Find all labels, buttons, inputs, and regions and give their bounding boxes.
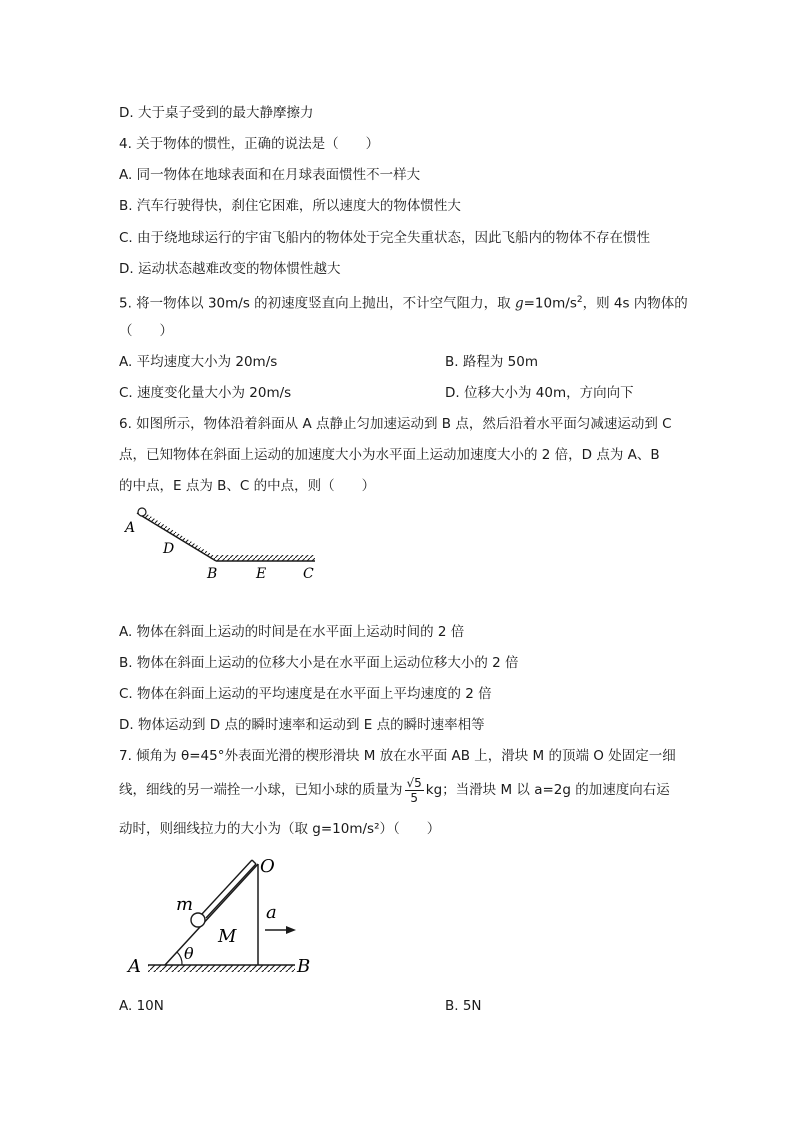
label-m-wedge: M xyxy=(218,926,237,947)
q7-option-a: A. 10N xyxy=(119,998,164,1014)
label-e: E xyxy=(256,566,267,582)
q7-stem-line1: 7. 倾角为 θ=45°外表面光滑的楔形滑块 M 放在水平面 AB 上，滑块 M 的顶端 O 处固定一细 xyxy=(119,748,676,764)
label-accel: a xyxy=(266,902,277,923)
q7-stem-line3: 动时，则细线拉力的大小为（取 g=10m/s²）（ ） xyxy=(119,821,441,837)
q5-option-c: C. 速度变化量大小为 20m/s xyxy=(119,385,292,401)
q7-stem-line2: 线，细线的另一端拴一小球，已知小球的质量为 $\frac{√5}{5}$ kg；当滑块 M 以 a=2g 的加速度向右运 xyxy=(119,775,670,805)
q6-stem-line1: 6. 如图所示，物体沿着斜面从 A 点静止匀加速运动到 B 点，然后沿着水平面匀减速运动到 C xyxy=(119,416,672,432)
q5-option-b: B. 路程为 50m xyxy=(445,354,538,370)
q6-option-b: B. 物体在斜面上运动的位移大小是在水平面上运动位移大小的 2 倍 xyxy=(119,655,519,671)
mass-fraction: $\frac{√5}{5}$ xyxy=(406,775,422,805)
label-b-point: B xyxy=(297,956,311,977)
ball-at-a xyxy=(138,508,146,516)
q6-stem-line2: 点，已知物体在斜面上运动的加速度大小为水平面上运动加速度大小的 2 倍，D 点为 A、B xyxy=(119,447,660,463)
q7-option-b: B. 5N xyxy=(445,998,482,1014)
q5-option-d: D. 位移大小为 40m，方向向下 xyxy=(445,385,634,401)
ground-hatch xyxy=(148,965,295,972)
q5-option-a: A. 平均速度大小为 20m/s xyxy=(119,354,278,370)
q6-incline-figure xyxy=(115,503,330,583)
q4-option-c: C. 由于绕地球运行的宇宙飞船内的物体处于完全失重状态，因此飞船内的物体不存在惯性 xyxy=(119,230,651,246)
accel-arrow-head xyxy=(286,926,296,934)
q6-option-c: C. 物体在斜面上运动的平均速度是在水平面上平均速度的 2 倍 xyxy=(119,686,492,702)
string-top-cap xyxy=(252,860,256,864)
q5-stem-line1: 5. 将一物体以 30m/s 的初速度竖直向上抛出，不计空气阻力，取 $g=10m/s^2$，则 4s 内物体的 xyxy=(119,295,688,312)
q4-stem: 4. 关于物体的惯性，正确的说法是（ ） xyxy=(119,136,380,152)
incline-hatch xyxy=(137,509,216,561)
string-inner xyxy=(206,864,256,918)
q4-option-d: D. 运动状态越难改变的物体惯性越大 xyxy=(119,261,341,277)
q3-option-d: D. 大于桌子受到的最大静摩擦力 xyxy=(119,105,314,121)
label-a: A xyxy=(125,520,136,536)
angle-arc xyxy=(177,952,182,965)
label-c: C xyxy=(303,566,314,582)
ball-m xyxy=(191,913,205,927)
label-m-small: m xyxy=(176,894,194,915)
q6-option-a: A. 物体在斜面上运动的时间是在水平面上运动时间的 2 倍 xyxy=(119,624,465,640)
string-outer xyxy=(202,860,252,914)
label-b: B xyxy=(207,566,218,582)
label-d: D xyxy=(163,541,175,557)
q5-stem-line2: （ ） xyxy=(119,323,173,339)
label-a-point: A xyxy=(128,956,141,977)
q7-wedge-figure xyxy=(120,850,335,980)
q4-option-b: B. 汽车行驶得快，刹住它困难，所以速度大的物体惯性大 xyxy=(119,198,461,214)
q6-option-d: D. 物体运动到 D 点的瞬时速率和运动到 E 点的瞬时速率相等 xyxy=(119,717,485,733)
label-theta: θ xyxy=(184,944,194,963)
floor-hatch xyxy=(216,555,315,561)
q4-option-a: A. 同一物体在地球表面和在月球表面惯性不一样大 xyxy=(119,167,421,183)
label-o: O xyxy=(260,856,275,877)
q6-stem-line3: 的中点，E 点为 B、C 的中点，则（ ） xyxy=(119,478,376,494)
